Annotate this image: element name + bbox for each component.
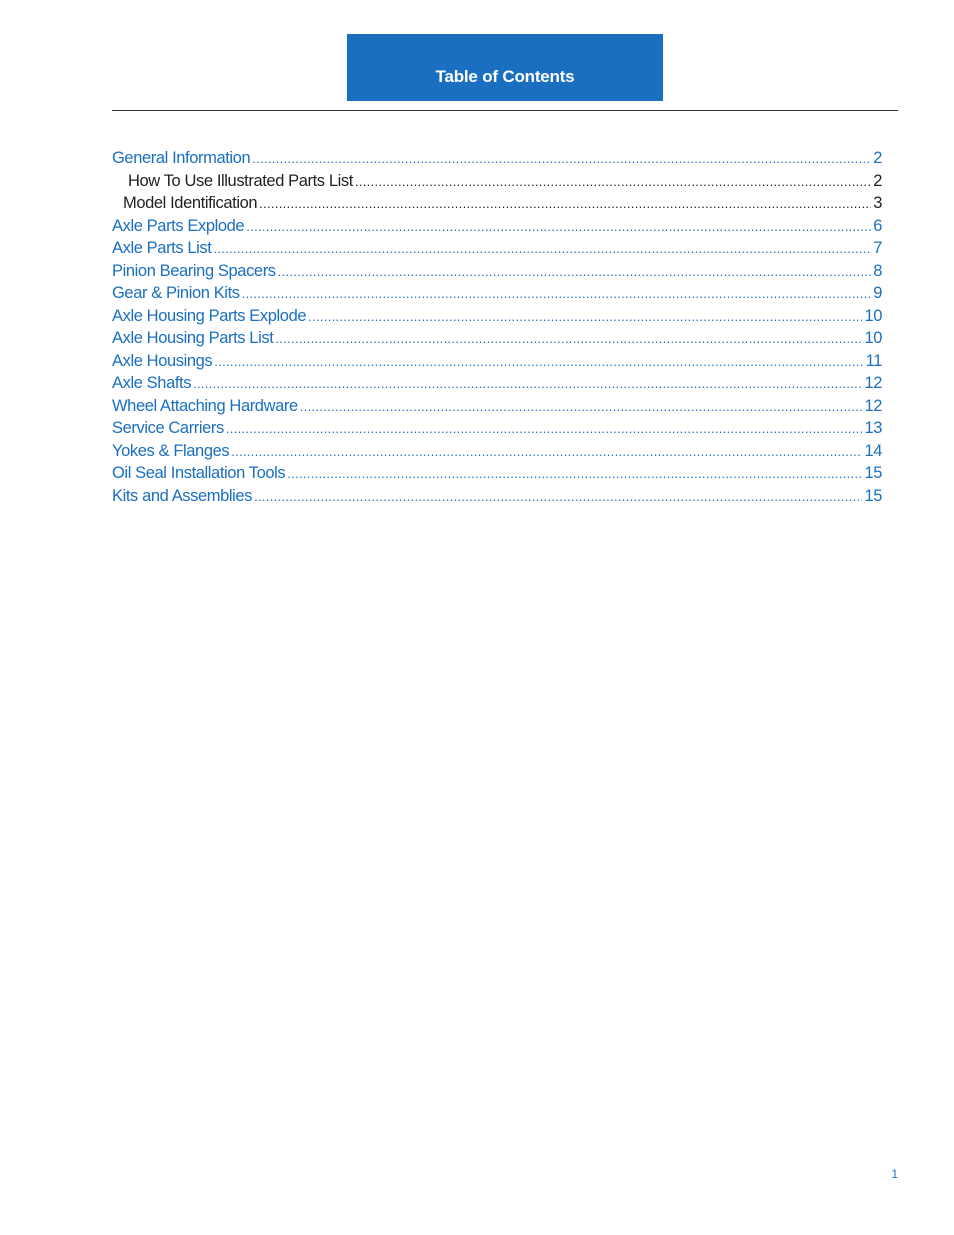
toc-entry-axle-housing-parts-list[interactable]: Axle Housing Parts List ..... 10 bbox=[112, 329, 882, 352]
toc-header-banner bbox=[347, 34, 663, 101]
toc-page-number: 2 bbox=[873, 149, 882, 167]
toc-entry-pinion-bearing-spacers[interactable]: Pinion Bearing Spacers ..... 8 bbox=[112, 262, 882, 285]
toc-entry-gear-pinion-kits[interactable]: Gear & Pinion Kits ..... 9 bbox=[112, 284, 882, 307]
dot-leader bbox=[259, 196, 871, 211]
toc-entry-yokes-flanges[interactable]: Yokes & Flanges ..... 14 bbox=[112, 442, 882, 465]
header-divider bbox=[112, 110, 898, 111]
toc-entry-general-information[interactable]: General Information ..... 2 bbox=[112, 149, 882, 172]
toc-entry-wheel-attaching-hardware[interactable]: Wheel Attaching Hardware ..... 12 bbox=[112, 397, 882, 420]
dot-leader bbox=[226, 421, 863, 436]
dot-leader bbox=[252, 151, 871, 166]
toc-page-number: 3 bbox=[873, 194, 882, 212]
toc-page-number: 10 bbox=[864, 306, 882, 325]
toc-page-number: 2 bbox=[873, 171, 882, 190]
toc-entry-axle-parts-list[interactable]: Axle Parts List ..... 7 bbox=[112, 239, 882, 262]
footer-page-number: 1 bbox=[891, 1167, 898, 1181]
toc-page-number: 9 bbox=[873, 284, 882, 302]
dot-leader bbox=[275, 331, 862, 346]
toc-page-number: 8 bbox=[873, 261, 882, 280]
toc-page-number: 14 bbox=[864, 441, 882, 460]
toc-page-number: 7 bbox=[873, 239, 882, 257]
toc-entry-model-identification[interactable]: Model Identification ..... 3 bbox=[112, 194, 882, 217]
dot-leader bbox=[214, 354, 863, 369]
toc-page-number: 15 bbox=[864, 464, 882, 482]
dot-leader bbox=[231, 444, 862, 459]
toc-entry-kits-and-assemblies[interactable]: Kits and Assemblies ..... 15 bbox=[112, 487, 882, 510]
dot-leader bbox=[242, 286, 872, 301]
dot-leader bbox=[308, 309, 862, 324]
toc-page-number: 13 bbox=[864, 419, 882, 437]
toc-page-number: 15 bbox=[864, 486, 882, 505]
dot-leader bbox=[300, 399, 863, 414]
table-of-contents bbox=[112, 149, 882, 509]
dot-leader bbox=[193, 376, 862, 391]
dot-leader bbox=[213, 241, 871, 256]
toc-entry-axle-housing-parts-explode[interactable]: Axle Housing Parts Explode ..... 10 bbox=[112, 307, 882, 330]
dot-leader bbox=[254, 489, 862, 504]
dot-leader bbox=[246, 219, 871, 234]
toc-page-number: 12 bbox=[864, 374, 882, 392]
dot-leader bbox=[287, 466, 862, 481]
dot-leader bbox=[355, 174, 871, 189]
dot-leader bbox=[278, 264, 872, 279]
toc-page-number: 6 bbox=[873, 216, 882, 235]
toc-entry-axle-shafts[interactable]: Axle Shafts ..... 12 bbox=[112, 374, 882, 397]
toc-entry-how-to-use[interactable]: How To Use Illustrated Parts List ..... 2 bbox=[112, 172, 882, 195]
toc-entry-axle-housings[interactable]: Axle Housings ..... 11 bbox=[112, 352, 882, 375]
page-title: Table of Contents bbox=[435, 66, 575, 86]
toc-page-number: 10 bbox=[864, 329, 882, 347]
toc-entry-service-carriers[interactable]: Service Carriers ..... 13 bbox=[112, 419, 882, 442]
toc-page-number: 12 bbox=[864, 396, 882, 415]
toc-page-number: 11 bbox=[865, 351, 882, 370]
toc-entry-axle-parts-explode[interactable]: Axle Parts Explode ..... 6 bbox=[112, 217, 882, 240]
toc-entry-oil-seal-installation-tools[interactable]: Oil Seal Installation Tools ..... 15 bbox=[112, 464, 882, 487]
